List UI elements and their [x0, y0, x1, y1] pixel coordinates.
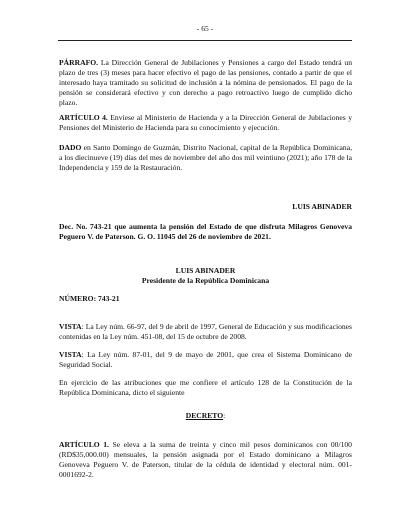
articulo-4-paragraph: [59, 113, 352, 133]
vista-1-text: : La Ley núm. 66-97, del 9 de abril de 1997, General de Educación y sus modificaciones contenidas en la Ley núm. 451-08, del 15 de octubre de 2008.: [59, 322, 352, 341]
president-title: Presidente de la República Dominicana: [141, 275, 270, 285]
page-number: - 65 -: [196, 24, 214, 33]
vista-2-paragraph: [59, 350, 352, 370]
articulo-1-text: Se eleva a la suma de treinta y cinco mil pesos dominicanos con 00/100 (RD$35,000.00) mensuales, la pensión asignada por el Estado dominicano a Milagros Genoveva Peguero V. de Paterson, titular de la cédula de identidad y electoral núm. 001-0001692-2.: [59, 440, 352, 479]
decree-number: NÚMERO: 743-21: [59, 294, 120, 303]
president-name: LUIS ABINADER: [175, 266, 236, 275]
parrafo-text: La Dirección General de Jubilaciones y Pensiones a cargo del Estado tendrá un plazo de tres (3) meses para hacer efectivo el pago de las pensiones, contado a partir de que el interesado haya tramitado su solicitud de inclusión a la nómina de pensionados. El pago de la pensión se considerará efectivo y con derecho a pago retroactivo luego de cumplido dicho plazo.: [59, 58, 352, 107]
ejercicio-paragraph: En ejercicio de las atribuciones que me confiere el artículo 128 de la Constitución de la República Dominicana, dicto el siguiente: [59, 378, 352, 397]
dado-paragraph: [59, 143, 352, 173]
vista-2-text: : La Ley núm. 87-01, del 9 de mayo de 2001, que crea el Sistema Dominicano de Seguridad Social.: [59, 350, 352, 369]
parrafo-label: PÁRRAFO.: [59, 58, 99, 67]
dado-label: DADO: [59, 143, 82, 152]
parrafo-paragraph: [59, 58, 352, 108]
decreto-label: DECRETO: [185, 411, 224, 420]
vista-1-label: VISTA: [59, 322, 82, 331]
articulo-1-paragraph: [59, 440, 352, 480]
articulo-4-text: Envíese al Ministerio de Hacienda y a la Dirección General de Jubilaciones y Pensiones del Ministerio de Hacienda para su conocimiento y ejecución.: [59, 113, 352, 132]
decreto-heading: [59, 411, 352, 421]
header-rule: [58, 40, 352, 41]
dado-text: en Santo Domingo de Guzmán, Distrito Nacional, capital de la República Dominicana, a los diecinueve (19) días del mes de noviembre del año dos mil veintiuno (2021); año 178 de la Independencia y 159 de la Restauración.: [59, 143, 352, 172]
decree-title: Dec. No. 743-21 que aumenta la pensión del Estado de que disfruta Milagros Genoveva Peguero V. de Paterson. G. O. 11045 del 26 de noviembre de 2021.: [59, 222, 352, 241]
vista-2-label: VISTA: [59, 350, 82, 359]
decreto-suffix: :: [223, 411, 226, 420]
vista-1-paragraph: [59, 322, 352, 342]
articulo-4-label: ARTÍCULO 4.: [59, 113, 108, 122]
signature: LUIS ABINADER: [292, 202, 352, 211]
articulo-1-label: ARTÍCULO 1.: [59, 440, 109, 449]
